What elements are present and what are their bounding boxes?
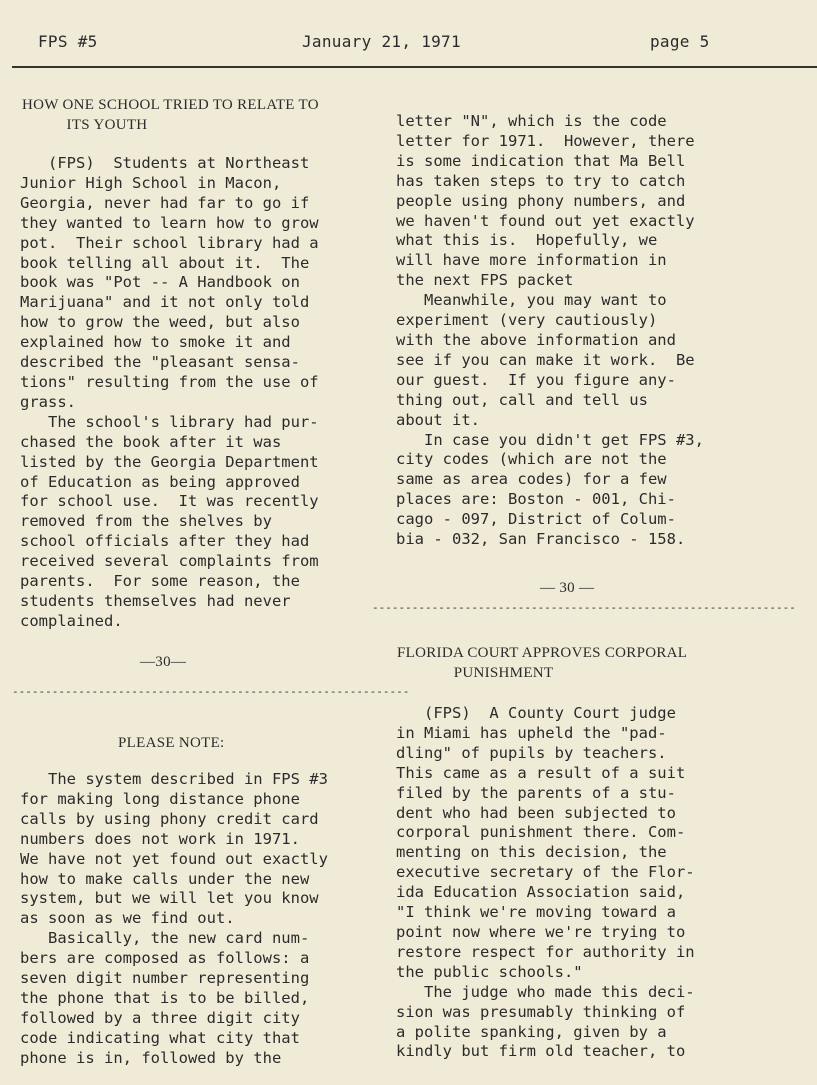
divider-left: ------------------------------------------------------------ [12, 685, 410, 698]
end-mark-continued: — 30 — [540, 580, 595, 596]
article-headline-school: HOW ONE SCHOOL TRIED TO RELATE TO ITS YOUTH [22, 97, 319, 133]
header-rule [12, 66, 817, 68]
divider-right: ---------------------------------------------------------------- [372, 601, 796, 614]
article-body-note: The system described in FPS #3 for making long distance phone calls by using phony credit card numbers does not work in 1971. We have not yet found out exactly how to make calls under the new system, but we will let you know as soon as we find out. Basically, the new card num- bers are composed as follows: a seven digit number representing the phone that is to be billed, followed by a three digit city code indicating what city that phone is in, followed by the [20, 770, 328, 1067]
article-body-continued: letter "N", which is the code letter for 1971. However, there is some indication that Ma Bell has taken steps to try to catch people using phony numbers, and we haven't found out yet exactly what this is. Hopefully, we will have more information in the next FPS packet Meanwhile, you may want to experiment (very cautiously) with the above information and see if you can make it work. Be our guest. If you figure any- thing out, call and tell us about it. In case you didn't get FPS #3, city codes (which are not the same as area codes) for a few places are: Boston - 001, Chi- cago - 097, District of Colum- bia - 032, San Francisco - 158. [396, 112, 704, 549]
article-headline-note: PLEASE NOTE: [118, 735, 225, 751]
page-number: page 5 [650, 32, 710, 51]
publication-label: FPS #5 [38, 32, 98, 51]
end-mark-school: —30— [140, 654, 187, 670]
article-body-school: (FPS) Students at Northeast Junior High School in Macon, Georgia, never had far to go if they wanted to learn how to grow pot. Their school library had a book telling all about it. The book was "Pot -- A Handbook on Marijuana" and it not only told how to grow the weed, but also explained how to smoke it and described the "pleasant sensa- tions" resulting from the use of grass. The school's library had pur- chased the book after it was listed by the Georgia Department of Education as being approved for school use. It was recently removed from the shelves by school officials after they had received several complaints from parents. For some reason, the students themselves had never complained. [20, 154, 319, 630]
issue-date: January 21, 1971 [302, 32, 461, 51]
article-headline-florida: FLORIDA COURT APPROVES CORPORAL PUNISHMENT [397, 645, 688, 681]
article-body-florida: (FPS) A County Court judge in Miami has upheld the "pad- dling" of pupils by teachers. This came as a result of a suit filed by the parents of a stu- dent who had been subjected to corporal punishment there. Com- menting on this decision, the executive secretary of the Flor- ida Education Association said, "I think we're moving toward a point now where we're trying to restore respect for authority in the public schools." The judge who made this deci- sion was presumably thinking of a polite spanking, given by a kindly but firm old teacher, to [396, 704, 695, 1061]
